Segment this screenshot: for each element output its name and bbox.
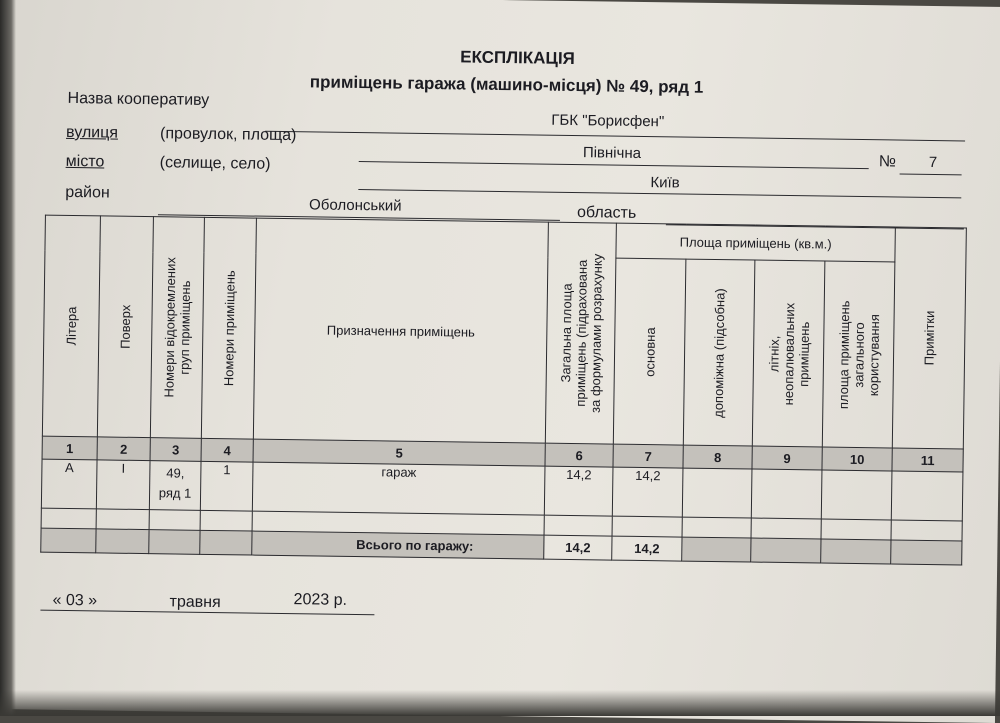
cell-common-area	[821, 470, 892, 520]
total-area-value: 14,2	[544, 535, 612, 560]
coop-underline	[265, 131, 965, 142]
header-floor-text: Поверх	[117, 304, 134, 349]
col-number: 2	[97, 437, 150, 461]
header-rooms-text: Номери приміщень	[220, 270, 238, 387]
header-summer-text: літніх, неопалювальних приміщень	[765, 302, 812, 405]
header-main	[613, 258, 686, 445]
header-common-text: площа приміщень загального користування	[835, 299, 882, 409]
cell-floor: І	[96, 460, 150, 510]
col-number: 5	[253, 439, 545, 466]
header-rooms	[201, 217, 256, 439]
header-total-area-text: Загальна площа приміщень (підрахована за формулами розрахунку	[557, 253, 605, 414]
street-value: Північна	[582, 144, 642, 162]
header-floor	[97, 216, 153, 438]
col-number: 4	[201, 438, 253, 462]
street-label: вулиця	[65, 123, 119, 142]
col-number: 1	[42, 436, 97, 460]
header-litera-text: Літера	[63, 306, 80, 346]
page-shadow-bottom	[0, 690, 1000, 716]
col-number: 6	[545, 443, 613, 467]
header-auxiliary-text: допоміжна (підсобна)	[710, 287, 728, 418]
cell-room: 1	[200, 461, 253, 511]
cell-total-area: 14,2	[544, 466, 613, 516]
city-hint: (селище, село)	[159, 154, 271, 173]
total-label: Всього по гаражу:	[252, 531, 544, 559]
total-main-value: 14,2	[612, 536, 682, 561]
page-shadow-left	[0, 0, 16, 716]
explication-table	[40, 215, 967, 566]
header-total-area	[545, 222, 616, 444]
col-number: 8	[683, 445, 752, 469]
region-label: область	[576, 204, 637, 222]
header-notes	[892, 227, 966, 449]
number-value: 7	[928, 153, 938, 172]
district-label: район	[65, 183, 110, 202]
date-year: 2023 р.	[293, 591, 348, 609]
header-litera	[42, 215, 100, 437]
date-month: травня	[169, 593, 221, 612]
header-notes-text: Примітки	[921, 310, 938, 366]
cell-main-area: 14,2	[612, 467, 683, 517]
number-label: №	[878, 153, 897, 171]
cell-auxiliary-area	[682, 468, 752, 518]
col-number: 9	[752, 446, 822, 470]
cell-summer-area	[751, 469, 822, 519]
date-day: « 03 »	[52, 591, 98, 610]
header-purpose: Призначення приміщень	[253, 218, 548, 443]
header-groups	[150, 217, 204, 439]
header-auxiliary	[683, 259, 755, 446]
number-underline	[900, 174, 962, 176]
city-value: Київ	[650, 174, 680, 192]
street-underline	[359, 161, 869, 169]
coop-value: ГБК "Борисфен"	[551, 111, 665, 131]
col-number: 11	[892, 448, 963, 472]
street-hint: (провулок, площа)	[159, 125, 297, 145]
col-number: 10	[822, 447, 892, 471]
header-main-text: основна	[641, 326, 658, 377]
col-number: 3	[150, 438, 201, 462]
cell-group: 49, ряд 1	[149, 461, 201, 511]
header-area-group: Площа приміщень (кв.м.)	[616, 223, 895, 262]
city-label: місто	[65, 152, 105, 171]
document-subtitle: приміщень гаража (машино-місця) № 49, ряд 1	[309, 72, 704, 97]
cell-purpose: гараж	[252, 462, 545, 515]
district-value: Оболонський	[309, 196, 402, 215]
coop-label: Назва кооперативу	[67, 89, 210, 109]
header-common	[822, 261, 895, 448]
col-number: 7	[613, 444, 683, 468]
cell-notes	[891, 471, 963, 521]
cell-litera: А	[41, 459, 97, 509]
header-groups-text: Номери відокремлених груп приміщень	[161, 257, 194, 398]
header-summer	[752, 260, 825, 447]
document-title: ЕКСПЛІКАЦІЯ	[460, 47, 575, 69]
